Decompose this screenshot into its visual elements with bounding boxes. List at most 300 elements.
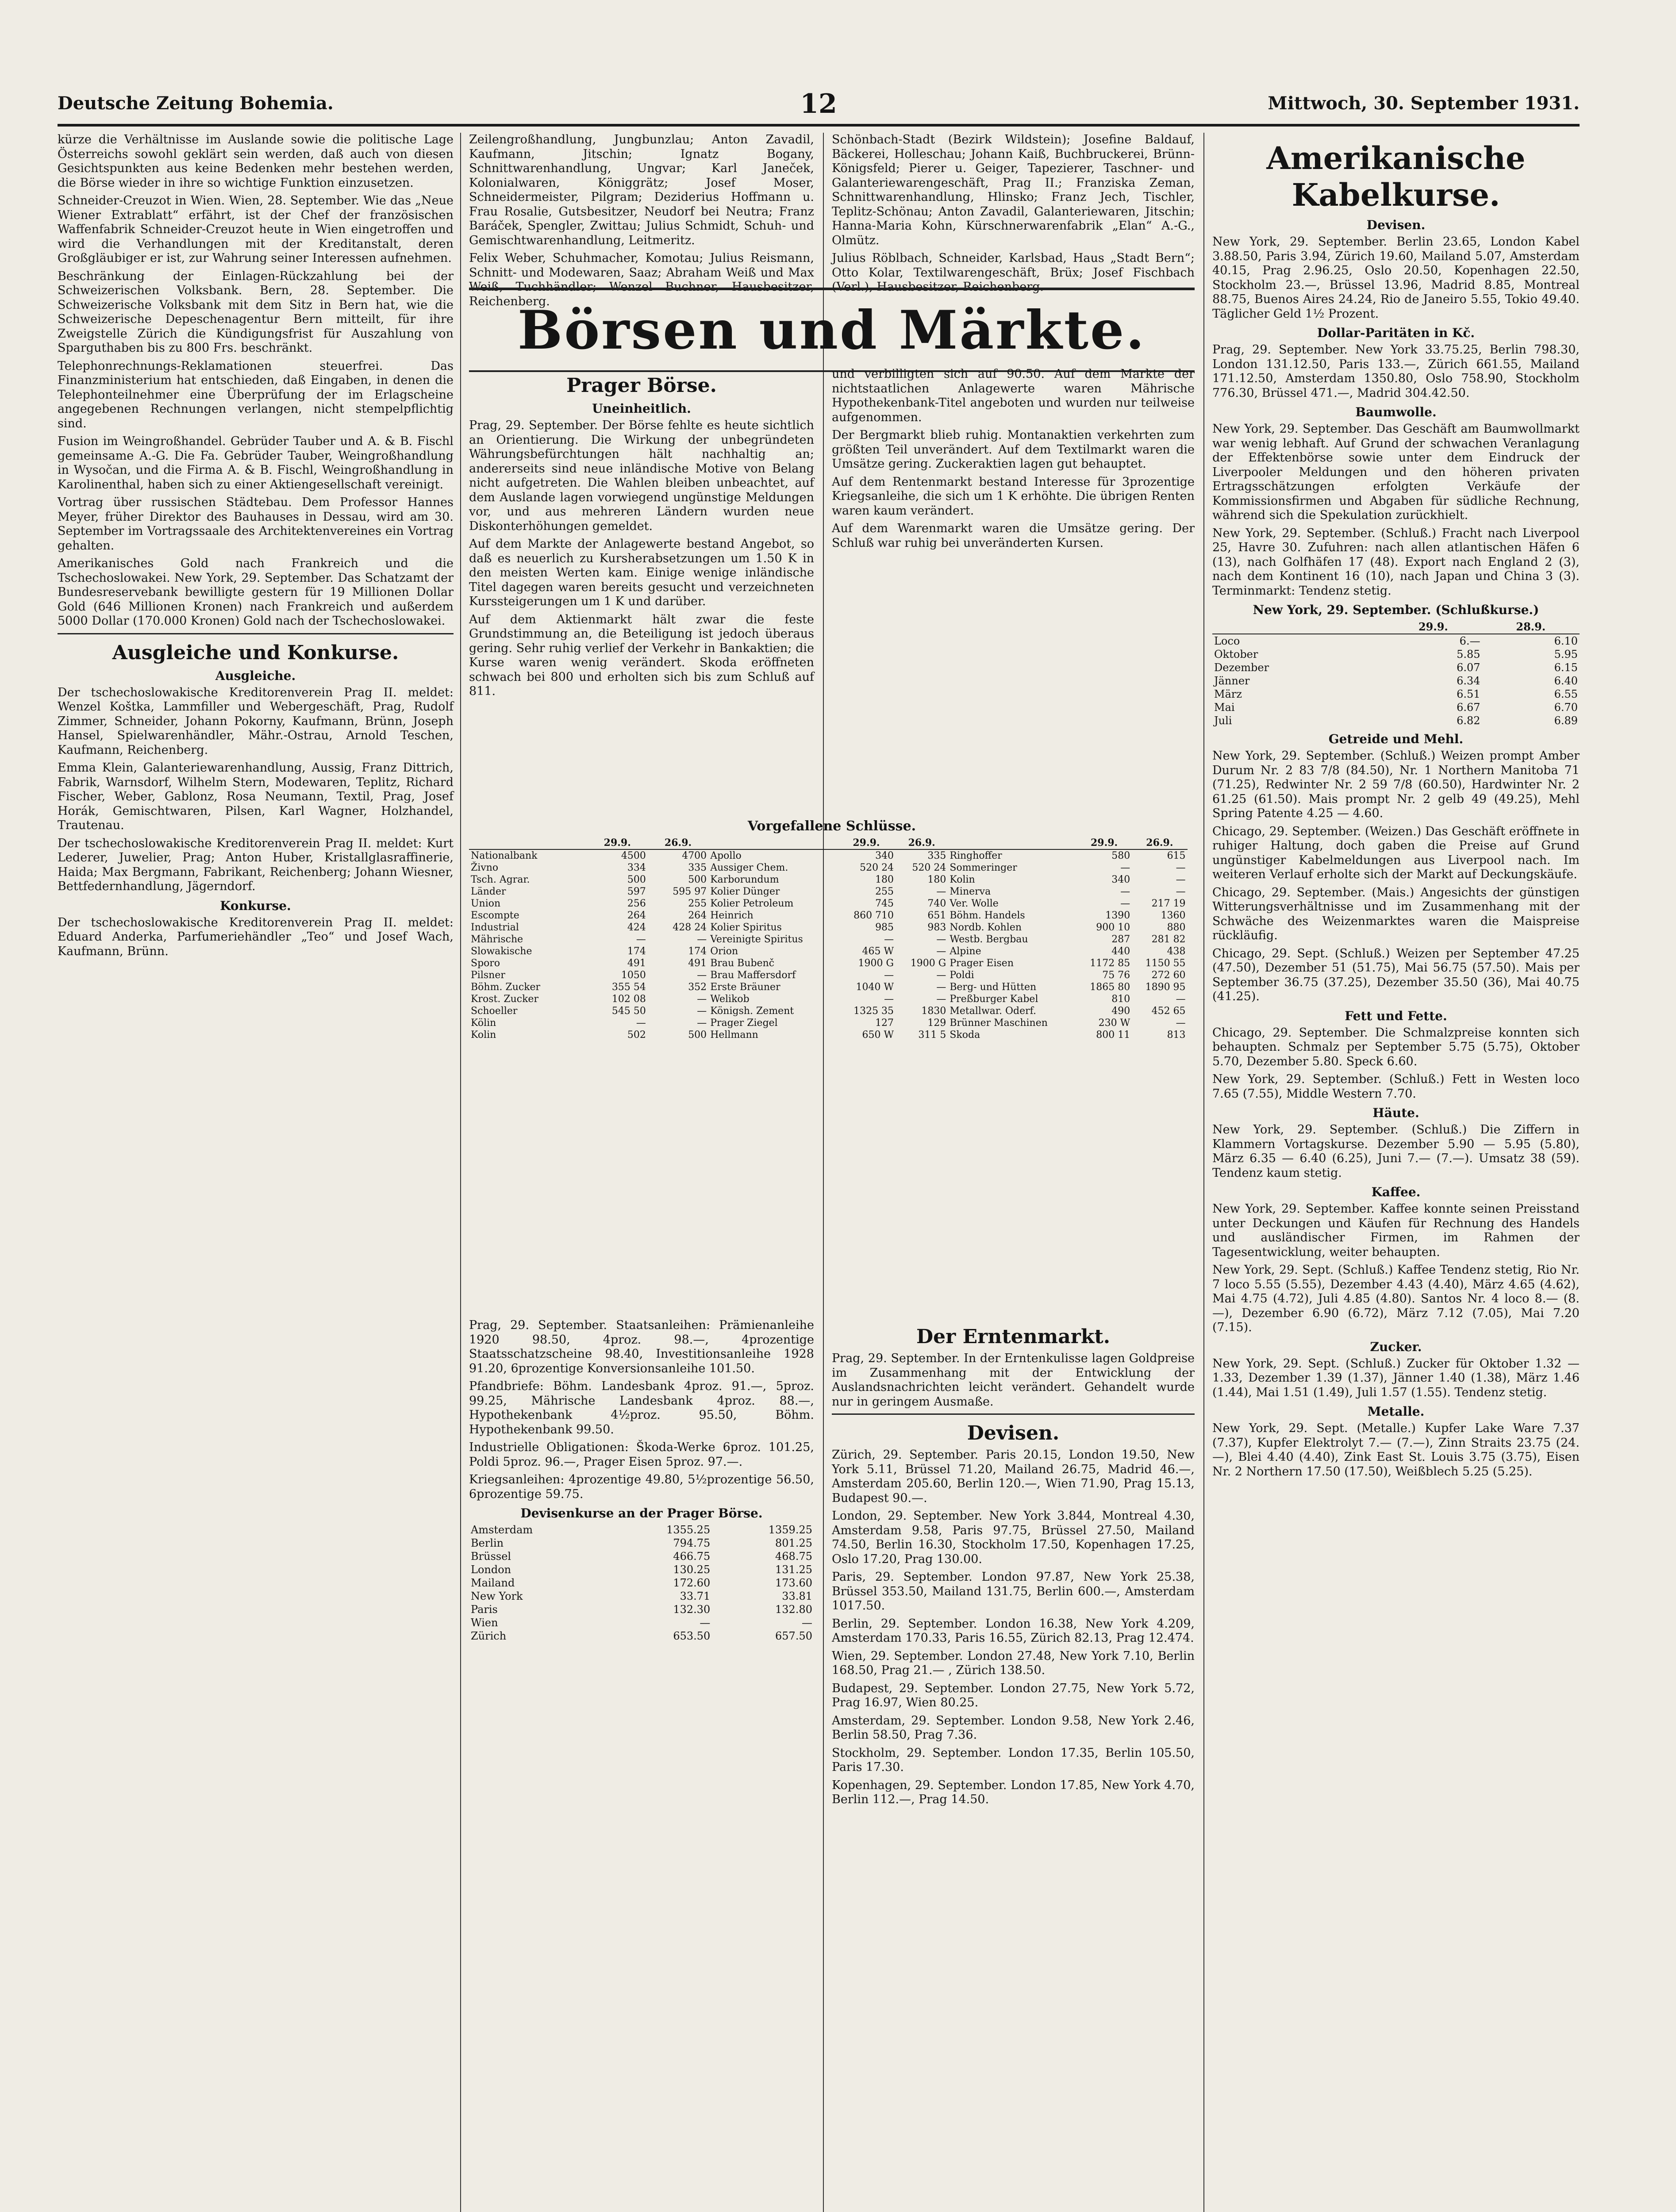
table-cell: —	[936, 886, 946, 897]
table-header-cell	[708, 837, 837, 849]
table-cell: 131.25	[775, 1563, 812, 1576]
table-cell: 6.34	[1457, 675, 1480, 687]
table-cell: 466.75	[673, 1550, 711, 1563]
table-cell: Slowakische	[471, 946, 532, 957]
table-row	[708, 933, 948, 945]
article-paragraph: Zeilengroßhandlung, Jungbunzlau; Anton Zavadil, Kaufmann, Jitschin; Ignatz Bogany, Schnittwarenhandlung, Ungvar; Karl Janeček, Kolonialwaren, Königgrätz; Josef Moser, Schneidermeister, Pilgram; Deziderius Hoffmann u. Frau Rosalie, Gutsbesitzer, Neudorf bei Neutra; Franz Baráček, Spengler, Zwittau; Julius Schmidt, Schuh- und Gemischtwarenhandlung, Leitmeritz.	[469, 133, 814, 247]
table-cell: 740	[927, 898, 946, 909]
table-cell: Brau Bubenč	[710, 958, 775, 969]
article-paragraph: Der Bergmarkt blieb ruhig. Montanaktien verkehrten zum größten Teil unverändert. Auf dem Textilmarkt waren die Umsätze gering. Zuckeraktien lagen gut behauptet.	[832, 428, 1195, 471]
table-cell: New York	[471, 1590, 523, 1602]
table-row	[948, 1005, 1187, 1017]
cotton-table	[1212, 620, 1580, 727]
section-subtitle: Devisen.	[1366, 218, 1426, 232]
table-cell: —	[697, 1006, 707, 1017]
table-cell: Kölin	[471, 1018, 496, 1029]
article-paragraph: Amerikanisches Gold nach Frankreich und die Tschechoslowakei. New York, 29. September. Das Schatzamt der Bundesreservebank bewilligte gestern für 19 Millionen Dollar Gold (646 Millionen Kronen) nach Frankreich und außerdem 5000 Dollar (170.000 Kronen) Gold nach der Tschechoslowakei.	[58, 557, 454, 628]
table-cell: Welikob	[710, 994, 750, 1005]
table-cell: —	[936, 994, 946, 1005]
table-header-cell	[469, 837, 587, 849]
table-cell: Jänner	[1214, 675, 1250, 687]
table-cell: 6.07	[1457, 661, 1480, 674]
article-paragraph: Der tschechoslowakische Kreditorenverein Prag II. meldet: Wenzel Koštka, Lammfiller und Webergeschäft, Prag, Rudolf Zimmer, Schneider, Johann Pokorny, Kaufmann, Brünn, Joseph Hansel, Spielwarenhändler, Mähr.-Ostrau, Arnold Teschen, Kaufmann, Reichenberg.	[58, 685, 454, 757]
article-paragraph: Amsterdam, 29. September. London 9.58, New York 2.46, Berlin 58.50, Prag 7.36.	[832, 1713, 1195, 1742]
article-paragraph: Auf dem Markte der Anlagewerte bestand Angebot, so daß es neuerlich zu Kursherabsetzungen um 1.50 K in den meisten Werten kam. Einige wenige inländische Titel dagegen waren bereits gesucht und verzeichneten Kurssteigerungen um 1 K und darüber.	[469, 537, 814, 608]
table-cell: 500	[688, 874, 707, 885]
table-cell: Paris	[471, 1603, 498, 1616]
table-cell: 1390	[1105, 910, 1130, 921]
table-cell: Nordb. Kohlen	[949, 922, 1022, 933]
closing-prices-tables	[469, 818, 1195, 1305]
table-header-row	[1212, 620, 1580, 634]
newspaper-name: Deutsche Zeitung Bohemia.	[58, 93, 334, 114]
table-row	[469, 957, 708, 969]
table-cell: 1890 95	[1145, 982, 1186, 993]
section-subtitle: Metalle.	[1367, 1404, 1425, 1419]
table-cell: 428 24	[673, 922, 707, 933]
table-cell: 1050	[621, 970, 646, 981]
table-row	[1212, 661, 1580, 674]
table-cell: 468.75	[775, 1550, 812, 1563]
section-subtitle: Zucker.	[1370, 1339, 1422, 1354]
article-paragraph: Paris, 29. September. London 97.87, New York 25.38, Brüssel 353.50, Mailand 131.75, Berlin 600.—, Amsterdam 1017.50.	[832, 1570, 1195, 1613]
section-subtitle: Konkurse.	[220, 898, 291, 913]
article-paragraph: New York, 29. September. (Schluß.) Fett in Westen loco 7.65 (7.55), Middle Western 7.70.	[1212, 1072, 1580, 1101]
table-cell: —	[884, 970, 894, 981]
table-row	[708, 957, 948, 969]
table-cell: 33.81	[782, 1590, 812, 1602]
table-header-cell: 28.9.	[1482, 620, 1580, 634]
table-header-cell	[1212, 620, 1384, 634]
article-paragraph: Der tschechoslowakische Kreditorenverein Prag II. meldet: Eduard Anderka, Parfumeriehändler „Teo“ und Josef Wach, Kaufmann, Brünn.	[58, 915, 454, 958]
table-cell: 174	[627, 946, 646, 957]
table-cell: 813	[1167, 1029, 1186, 1041]
table-cell: Brüssel	[471, 1550, 511, 1563]
article-paragraph: Auf dem Rentenmarkt bestand Interesse für 3prozentige Kriegsanleihe, die sich um 1 K erhöhte. Die übrigen Renten waren kaum verändert.	[832, 475, 1195, 518]
table-row	[1212, 634, 1580, 648]
table-cell: 255	[875, 886, 894, 897]
section-title: Prager Börse.	[566, 374, 717, 397]
article-paragraph: Chicago, 29. September. Die Schmalzpreise konnten sich behaupten. Schmalz per September 5.75 (5.75), Oktober 5.70, Dezember 5.80. Speck 6.60.	[1212, 1025, 1580, 1068]
table-row	[708, 849, 948, 862]
table-cell: —	[697, 970, 707, 981]
table-cell: Orion	[710, 946, 738, 957]
table-cell: —	[1176, 862, 1186, 873]
table-cell: 1360	[1161, 910, 1186, 921]
table-row	[948, 874, 1187, 886]
table-cell: Schoeller	[471, 1006, 518, 1017]
table-cell: 6.51	[1457, 688, 1480, 700]
article-paragraph: New York, 29. September. (Schluß.) Fracht nach Liverpool 25, Havre 30. Zufuhren: nach allen atlantischen Häfen 6 (13), nach Golfhäfen 17 (48). Export nach England 2 (3), nach dem Kontinent 16 (10), nach Japan und China 3 (3). Terminmarkt: Tendenz stetig.	[1212, 526, 1580, 598]
table-row	[708, 969, 948, 981]
article-paragraph: kürze die Verhältnisse im Auslande sowie die politische Lage Österreichs sowohl geklärt sein werden, daß auch von diesen Gesichtspunkten aus keine Bedenken mehr bestehen werden, die Börse wieder in ihre so wichtige Funktion einzusetzen.	[58, 133, 454, 190]
table-cell: März	[1214, 688, 1242, 700]
article-paragraph: London, 29. September. New York 3.844, Montreal 4.30, Amsterdam 9.58, Paris 97.75, Brüssel 27.50, Mailand 74.50, Berlin 16.30, Stockholm 17.50, Kopenhagen 17.25, Oslo 17.20, Prag 130.00.	[832, 1509, 1195, 1566]
table-cell: 983	[927, 922, 946, 933]
section-subtitle: Getreide und Mehl.	[1328, 732, 1464, 746]
table-row	[469, 1603, 814, 1616]
table-cell: 810	[1111, 994, 1130, 1005]
table-cell: 490	[1111, 1006, 1130, 1017]
table-cell: Sommeringer	[949, 862, 1017, 873]
table-header-row	[948, 837, 1187, 849]
table-cell: 502	[627, 1029, 646, 1041]
table-header-row	[708, 837, 948, 849]
section-title: Ausgleiche und Konkurse.	[112, 641, 399, 664]
section-subtitle: Uneinheitlich.	[592, 401, 691, 416]
table-row	[469, 910, 708, 922]
table-cell: 801.25	[775, 1537, 812, 1549]
column-2-bottom	[469, 1318, 814, 2212]
table-row	[469, 933, 708, 945]
page-number: 12	[800, 88, 837, 119]
article-paragraph: Prag, 29. September. Staatsanleihen: Prämienanleihe 1920 98.50, 4proz. 98.—, 4prozentige Staatsschatzscheine 98.40, Investitionsanleihe 1928 91.20, 6prozentige Konversionsanleihe 101.50.	[469, 1318, 814, 1375]
table-cell: 6.40	[1554, 675, 1578, 687]
prague-bourse	[469, 367, 814, 810]
page-header	[58, 88, 1580, 127]
table-row	[708, 981, 948, 993]
table-cell: 597	[627, 886, 646, 897]
section-subtitle: Ausgleiche.	[215, 668, 296, 683]
table-cell: 33.71	[680, 1590, 711, 1602]
section-subtitle: Fett und Fette.	[1345, 1008, 1447, 1023]
article-paragraph: Prag, 29. September. Der Börse fehlte es heute sichtlich an Orientierung. Die Wirkung der unbegründeten Währungsbefürchtungen hält nachhaltig an; andererseits sind neue inländische Motive von Belang nicht aufgetreten. Die Wahlen bleiben unbeachtet, auf dem Auslande lagen vorwiegend ungünstige Meldungen vor, und aus mehreren Ländern wurden neue Diskonterhöhungen gemeldet.	[469, 419, 814, 533]
table-cell: 1355.25	[666, 1524, 711, 1536]
table-row	[948, 898, 1187, 910]
table-cell: 500	[627, 874, 646, 885]
table-header-cell: 29.9.	[1384, 620, 1482, 634]
table-row	[469, 849, 708, 862]
table-row	[469, 1029, 708, 1041]
table-cell: Minerva	[949, 886, 991, 897]
table-row	[708, 993, 948, 1005]
table-cell: —	[936, 934, 946, 945]
table-header-cell: 26.9.	[1132, 837, 1187, 849]
table-cell: 102 08	[611, 994, 646, 1005]
table-row	[469, 1590, 814, 1603]
table-cell: Nationalbank	[471, 850, 538, 861]
column-3-bottom	[832, 1318, 1195, 2212]
table-cell: 6.10	[1554, 635, 1578, 647]
article-paragraph: Budapest, 29. September. London 27.75, New York 5.72, Prag 16.97, Wien 80.25.	[832, 1681, 1195, 1709]
table-cell: 5.95	[1554, 648, 1578, 661]
table-row	[948, 849, 1187, 862]
section-title: Devisen.	[967, 1422, 1060, 1444]
table-row	[469, 1629, 814, 1643]
table-cell: 657.50	[775, 1630, 812, 1642]
article-paragraph: Kopenhagen, 29. September. London 17.85, New York 4.70, Berlin 112.—, Prag 14.50.	[832, 1778, 1195, 1806]
article-paragraph: Prag, 29. September. New York 33.75.25, Berlin 798.30, London 131.12.50, Paris 133.—, Zürich 661.55, Mailand 171.12.50, Amsterdam 1350.80, Oslo 758.90, Stockholm 776.30, Brüssel 471.—, Madrid 304.42.50.	[1212, 343, 1580, 400]
table-cell: —	[884, 934, 894, 945]
table-cell: Zürich	[471, 1630, 507, 1642]
table-cell: —	[884, 994, 894, 1005]
table-row	[948, 969, 1187, 981]
table-cell: Preßburger Kabel	[949, 994, 1038, 1005]
table-cell: 172.60	[673, 1577, 711, 1589]
table-row	[948, 933, 1187, 945]
table-cell: Union	[471, 898, 501, 909]
section-subtitle: Häute.	[1372, 1106, 1419, 1120]
table-cell: 180	[875, 874, 894, 885]
article-paragraph: Der tschechoslowakische Kreditorenverein Prag II. meldet: Kurt Lederer, Juwelier, Prag; Anton Huber, Kristallglasraffinerie, Haida; Max Bergmann, Fabrikant, Reichenberg; Johann Wiesner, Bettfedernhandlung, Jägerndorf.	[58, 836, 454, 893]
article-paragraph: Berlin, 29. September. London 16.38, New York 4.209, Amsterdam 170.33, Paris 16.55, Zürich 82.13, Prag 12.474.	[832, 1617, 1195, 1645]
table-cell: —	[1176, 886, 1186, 897]
table-cell: Vereinigte Spiritus	[710, 934, 803, 945]
table-cell: 217 19	[1151, 898, 1186, 909]
table-cell: Kolier Dünger	[710, 886, 780, 897]
article-paragraph: Telephonrechnungs-Reklamationen steuerfrei. Das Finanzministerium hat entschieden, daß Eingaben, in denen die Telephonteilnehmer eine Überprüfung der im Erlagscheine angegebenen Rechnungen verlangen, nicht stempelpflichtig sind.	[58, 359, 454, 430]
table-row	[948, 886, 1187, 898]
table-row	[1212, 687, 1580, 701]
prague-bourse-cont	[832, 367, 1195, 810]
table-row	[1212, 714, 1580, 727]
table-row	[469, 945, 708, 957]
table-cell: 352	[688, 982, 707, 993]
devisen-table	[469, 1523, 814, 1643]
table-row	[948, 1017, 1187, 1029]
table-cell: 651	[927, 910, 946, 921]
table-cell: Tsch. Agrar.	[471, 874, 530, 885]
table-row	[469, 1616, 814, 1629]
table-title: New York, 29. September. (Schlußkurse.)	[1253, 603, 1539, 617]
table-cell: 256	[627, 898, 646, 909]
article-paragraph: New York, 29. September. Das Geschäft am Baumwollmarkt war wenig lebhaft. Auf Grund der schwachen Veranlagung der Effektenbörse sowie unter dem Eindruck der Liverpooler Meldungen und den höheren privaten Ertragsschätzungen erfolgten Verkäufe der Kommissionsfirmen und Abgaben für südliche Rechnung, während sich die Spekulation zurückhielt.	[1212, 422, 1580, 522]
table-cell: Brünner Maschinen	[949, 1018, 1048, 1029]
column-2-top	[469, 133, 814, 308]
article-paragraph: Zürich, 29. September. Paris 20.15, London 19.50, New York 5.11, Brüssel 71.20, Mailand 26.75, Madrid 46.—, Amsterdam 205.60, Berlin 120.—, Wien 71.90, Prag 15.13, Budapest 90.—.	[832, 1448, 1195, 1505]
right-title: Amerikanische Kabelkurse.	[1266, 140, 1526, 213]
article-paragraph: New York, 29. September. (Schluß.) Weizen prompt Amber Durum Nr. 2 83 7/8 (84.50), Nr. 1 Northern Manitoba 71 (71.25), Redwinter Nr. 2 59 7/8 (60.50), Hardwinter Nr. 2 61.25 (61.50). Mais prompt Nr. 2 gelb 49 (49.25), Mehl Spring Patente 4.25 — 4.60.	[1212, 749, 1580, 820]
table-cell: 1900 G	[858, 958, 894, 969]
table-cell: 580	[1111, 850, 1130, 861]
table-cell: Karborundum	[710, 874, 779, 885]
table-cell: Dezember	[1214, 661, 1269, 674]
table-cell: 340	[875, 850, 894, 861]
article-paragraph: Wien, 29. September. London 27.48, New York 7.10, Berlin 168.50, Prag 21.— , Zürich 138.50.	[832, 1649, 1195, 1677]
section-divider	[832, 1413, 1195, 1415]
table-row	[948, 862, 1187, 874]
table-cell: 615	[1167, 850, 1186, 861]
table-cell: 1359.25	[768, 1524, 812, 1536]
table-cell: Krost. Zucker	[471, 994, 538, 1005]
article-paragraph: New York, 29. September. Berlin 23.65, London Kabel 3.88.50, Paris 3.94, Zürich 19.60, Mailand 5.07, Amsterdam 40.15, Prag 2.96.25, Oslo 20.50, Kopenhagen 22.50, Stockholm 23.—, Brüssel 13.96, Madrid 8.85, Montreal 88.75, Buenos Aires 24.24, Rio de Janeiro 5.55, Tokio 49.40. Täglicher Geld 1½ Prozent.	[1212, 235, 1580, 321]
table-cell: Berg- und Hütten	[949, 982, 1037, 993]
article-paragraph: Pfandbriefe: Böhm. Landesbank 4proz. 91.—, 5proz. 99.25, Mährische Landesbank 4proz. 88.—, Hypothekenbank 4½proz. 95.50, Böhm. Hypothekenbank 99.50.	[469, 1379, 814, 1436]
table-cell: 520 24	[912, 862, 946, 873]
table-row	[469, 981, 708, 993]
article-paragraph: Vortrag über russischen Städtebau. Dem Professor Hannes Meyer, früher Direktor des Bauhauses in Dessau, wird am 30. September im Vortragssaale des Architektenvereines ein Vortrag gehalten.	[58, 495, 454, 553]
table-cell: 6.82	[1457, 714, 1480, 727]
table-cell: 355 54	[611, 982, 646, 993]
article-paragraph: Auf dem Warenmarkt waren die Umsätze gering. Der Schluß war ruhig bei unveränderten Kursen.	[832, 522, 1195, 550]
table-cell: —	[700, 1617, 711, 1629]
table-cell: 794.75	[673, 1537, 711, 1549]
table-cell: 1865 80	[1090, 982, 1130, 993]
table-cell: Ringhoffer	[949, 850, 1002, 861]
article-paragraph: Industrielle Obligationen: Škoda-Werke 6proz. 101.25, Poldi 5proz. 96.—, Prager Eisen 5proz. 97.—.	[469, 1440, 814, 1469]
table-header-cell: 29.9.	[837, 837, 896, 849]
table-cell: Berlin	[471, 1537, 504, 1549]
table-row	[948, 922, 1187, 933]
table-cell: Hellmann	[710, 1029, 758, 1041]
article-paragraph: Emma Klein, Galanteriewarenhandlung, Aussig, Franz Dittrich, Fabrik, Warnsdorf, Wilhelm Stern, Modewaren, Teplitz, Richard Fischer, Weber, Gablonz, Rosa Neumann, Textil, Prag, Josef Horák, Gemischtwaren, Pilsen, Karl Wagner, Holzhandel, Trautenau.	[58, 761, 454, 832]
article-paragraph: Felix Weber, Schuhmacher, Komotau; Julius Reismann, Schnitt- und Modewaren, Saaz; Abraham Weiß und Max Weiß, Tuchhändler; Wenzel Buchner, Hausbesitzer, Reichenberg.	[469, 251, 814, 308]
table-cell: 311 5	[918, 1029, 946, 1041]
table-row	[469, 862, 708, 874]
table-cell: 491	[627, 958, 646, 969]
table-cell: 174	[688, 946, 707, 957]
table-cell: Industrial	[471, 922, 519, 933]
table-cell: 424	[627, 922, 646, 933]
table-header-cell: 29.9.	[1076, 837, 1132, 849]
table-row	[948, 993, 1187, 1005]
table-row	[708, 922, 948, 933]
table-cell: Sporo	[471, 958, 500, 969]
column-rule	[460, 133, 461, 2212]
table-row	[708, 910, 948, 922]
price-table-3	[948, 837, 1187, 1041]
table-cell: 1040 W	[856, 982, 894, 993]
table-cell: —	[936, 970, 946, 981]
table-cell: —	[697, 1018, 707, 1029]
table-cell: 4500	[621, 850, 646, 861]
table-cell: 180	[927, 874, 946, 885]
article-paragraph: Chicago, 29. September. (Mais.) Angesichts der günstigen Witterungsverhältnisse und im Zusammenhang mit der Schwäche des Weizenmarktes waren die Maispreise rückläufig.	[1212, 885, 1580, 942]
table-cell: —	[936, 946, 946, 957]
table-cell: Böhm. Zucker	[471, 982, 541, 993]
table-row	[1212, 648, 1580, 661]
table-row	[469, 1536, 814, 1550]
issue-date: Mittwoch, 30. September 1931.	[1268, 93, 1580, 114]
table-cell: 5.85	[1457, 648, 1480, 661]
table-row	[469, 922, 708, 933]
table-cell: Aussiger Chem.	[710, 862, 788, 873]
table-cell: —	[1120, 898, 1130, 909]
table-cell: Böhm. Handels	[949, 910, 1025, 921]
section-divider	[58, 633, 454, 634]
table-cell: 75 76	[1102, 970, 1130, 981]
table-cell: 520 24	[860, 862, 894, 873]
table-header-cell: 26.9.	[896, 837, 948, 849]
table-cell: 287	[1111, 934, 1130, 945]
table-cell: —	[1176, 874, 1186, 885]
table-cell: Kolier Spiritus	[710, 922, 782, 933]
table-row	[469, 1017, 708, 1029]
table-row	[469, 1523, 814, 1536]
table-cell: —	[1120, 886, 1130, 897]
table-cell: 1150 55	[1145, 958, 1186, 969]
table-cell: 334	[627, 862, 646, 873]
table-cell: Prager Ziegel	[710, 1018, 778, 1029]
table-cell: Brau Maffersdorf	[710, 970, 796, 981]
article-paragraph: New York, 29. September. Kaffee konnte seinen Preisstand unter Deckungen und Käufen für Rechnung des Handels und ausländischer Firmen, im Rahmen der Tagesentwicklung, weiter behaupten.	[1212, 1202, 1580, 1259]
column-1	[58, 133, 454, 2212]
table-header-cell: 26.9.	[648, 837, 708, 849]
table-cell: Königsh. Zement	[710, 1006, 794, 1017]
table-cell: Oktober	[1214, 648, 1258, 661]
column-right	[1212, 133, 1580, 2212]
column-rule	[1203, 133, 1204, 2212]
table-row	[948, 957, 1187, 969]
table-cell: 129	[927, 1018, 946, 1029]
table-cell: Loco	[1214, 635, 1240, 647]
article-paragraph: Chicago, 29. September. (Weizen.) Das Geschäft eröffnete in ruhiger Haltung, doch gaben die Preise auf Grund ungünstiger Kabelmeldungen aus Liverpool nach. Im weiteren Verlauf erholte sich der Markt auf Deckungskäufe.	[1212, 824, 1580, 881]
table-row	[469, 886, 708, 898]
table-row	[469, 874, 708, 886]
section-title: Der Erntenmarkt.	[916, 1325, 1111, 1348]
table-cell: 335	[688, 862, 707, 873]
table-cell: 800 11	[1096, 1029, 1130, 1041]
table-cell: Poldi	[949, 970, 974, 981]
table-cell: 438	[1167, 946, 1186, 957]
table-cell: 132.30	[673, 1603, 711, 1616]
table-cell: 452 65	[1151, 1006, 1186, 1017]
table-cell: —	[1120, 862, 1130, 873]
table-cell: 335	[927, 850, 946, 861]
article-paragraph: Kriegsanleihen: 4prozentige 49.80, 5½prozentige 56.50, 6prozentige 59.75.	[469, 1473, 814, 1501]
table-row	[1212, 701, 1580, 714]
table-cell: 900 10	[1096, 922, 1130, 933]
table-cell: 595 97	[673, 886, 707, 897]
article-paragraph: und verbilligten sich auf 90.50. Auf dem Markte der nichtstaatlichen Anlagewerte waren Mährische Hypothekenbank-Titel angeboten und wurden nur teilweise aufgenommen.	[832, 367, 1195, 424]
main-title: Börsen und Märkte.	[469, 288, 1195, 372]
table-cell: 173.60	[775, 1577, 812, 1589]
column-3-top	[832, 133, 1195, 294]
table-cell: Westb. Bergbau	[949, 934, 1028, 945]
table-cell: Escompte	[471, 910, 519, 921]
table-row	[469, 1005, 708, 1017]
table-cell: Pilsner	[471, 970, 505, 981]
table-cell: —	[1176, 994, 1186, 1005]
table-cell: Juli	[1214, 714, 1232, 727]
table-cell: 132.80	[775, 1603, 812, 1616]
table-cell: Alpine	[949, 946, 981, 957]
table-cell: 491	[688, 958, 707, 969]
table-cell: 1172 85	[1090, 958, 1130, 969]
table-cell: 745	[875, 898, 894, 909]
table-cell: 6.—	[1459, 635, 1480, 647]
table-cell: Heinrich	[710, 910, 753, 921]
table-cell: Prager Eisen	[949, 958, 1014, 969]
table-row	[708, 874, 948, 886]
table-cell: 545 50	[611, 1006, 646, 1017]
table-cell: Ver. Wolle	[949, 898, 999, 909]
table-header-row	[469, 837, 708, 849]
table-header-cell: 29.9.	[587, 837, 648, 849]
table-row	[948, 1029, 1187, 1041]
price-table-1	[469, 837, 708, 1041]
table-cell: 465 W	[862, 946, 894, 957]
table-cell: —	[636, 934, 646, 945]
section-subtitle: Kaffee.	[1371, 1185, 1421, 1199]
table-row	[708, 1017, 948, 1029]
table-cell: 340	[1111, 874, 1130, 885]
table-row	[1212, 674, 1580, 687]
table-cell: 264	[688, 910, 707, 921]
table-cell: Apollo	[710, 850, 742, 861]
table-cell: Živno	[471, 862, 499, 873]
table-cell: Kolin	[949, 874, 975, 885]
article-paragraph: New York, 29. Sept. (Schluß.) Kaffee Tendenz stetig, Rio Nr. 7 loco 5.55 (5.55), Dezember 4.43 (4.40), März 4.65 (4.62), Mai 4.75 (4.72), Juli 4.85 (4.80). Santos Nr. 4 loco 8.— (8.—), Dezember 6.90 (6.72), März 7.12 (7.05), Mai 7.20 (7.15).	[1212, 1263, 1580, 1334]
table-row	[708, 1029, 948, 1041]
table-cell: 272 60	[1151, 970, 1186, 981]
table-cell: 1900 G	[910, 958, 946, 969]
section-subtitle: Dollar-Paritäten in Kč.	[1317, 326, 1475, 340]
table-cell: 4700	[682, 850, 707, 861]
table-cell: 6.89	[1554, 714, 1578, 727]
table-cell: 230 W	[1098, 1018, 1130, 1029]
table-header-cell	[948, 837, 1076, 849]
